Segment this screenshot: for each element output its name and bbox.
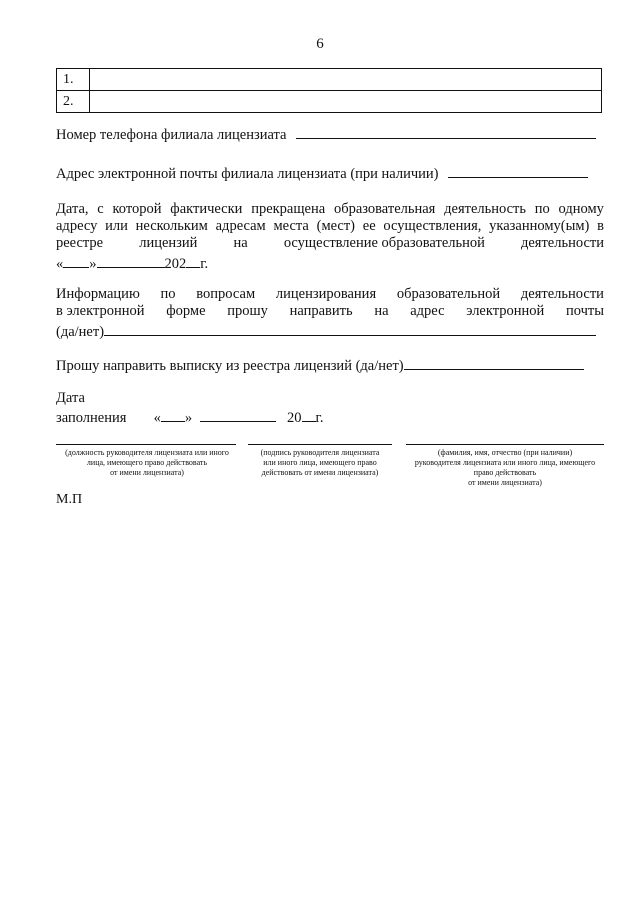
text-word: которой bbox=[112, 201, 162, 217]
text-word: по bbox=[534, 201, 550, 217]
fill-year-field[interactable] bbox=[302, 407, 316, 422]
termination-line-3 bbox=[56, 235, 604, 252]
text-word: нескольким bbox=[135, 218, 208, 234]
text-word: форме bbox=[166, 303, 206, 319]
text-word: деятельности bbox=[520, 286, 604, 302]
text-word: ее bbox=[362, 218, 376, 234]
text-word: Дата, bbox=[56, 201, 89, 217]
table-row bbox=[57, 91, 602, 113]
text-word: в bbox=[597, 218, 604, 234]
row-number: 2. bbox=[57, 91, 90, 113]
email-row bbox=[56, 163, 604, 183]
text-word: Информацию bbox=[56, 286, 140, 302]
extract-request-row bbox=[56, 355, 604, 375]
text-word: адресу bbox=[56, 218, 98, 234]
fill-date-label-2: заполнения bbox=[56, 410, 127, 426]
text-word: образовательная bbox=[333, 201, 436, 217]
fill-date-row bbox=[56, 407, 604, 427]
stamp-place-label: М.П bbox=[56, 492, 83, 507]
table-row bbox=[57, 69, 602, 91]
signature-line[interactable] bbox=[248, 444, 392, 445]
year-suffix: г. bbox=[200, 256, 209, 272]
text-word: в электронной bbox=[56, 303, 145, 319]
signature-caption: (подпись руководителя лицензиата или иного лица, имеющего право действовать от имени лицензиата) bbox=[260, 448, 380, 477]
row-number: 1. bbox=[57, 69, 90, 91]
extract-request-label: Прошу направить выписку из реестра лицензий (да/нет) bbox=[56, 358, 404, 374]
position-signature-line[interactable] bbox=[56, 444, 236, 445]
fill-month-field[interactable] bbox=[200, 407, 276, 422]
text-word: деятельности bbox=[520, 235, 604, 251]
termination-day-field[interactable] bbox=[63, 253, 89, 268]
termination-date-row bbox=[56, 253, 604, 273]
text-word: (мест) bbox=[316, 218, 356, 234]
text-word: реестре bbox=[56, 235, 104, 251]
email-field[interactable] bbox=[448, 163, 588, 178]
email-label: Адрес электронной почты филиала лицензиата (при наличии) bbox=[56, 166, 439, 182]
text-word: электронной bbox=[466, 303, 545, 319]
text-word: одному bbox=[558, 201, 604, 217]
text-word: образовательной bbox=[396, 286, 501, 302]
quote-close: » bbox=[184, 410, 193, 426]
branch-address-table bbox=[56, 68, 602, 113]
info-request-line-3 bbox=[56, 321, 604, 341]
text-word: по bbox=[160, 286, 176, 302]
text-word: на bbox=[374, 303, 389, 319]
year-prefix: 20 bbox=[287, 410, 302, 426]
termination-line-2 bbox=[56, 218, 604, 235]
info-request-line-1 bbox=[56, 286, 604, 303]
text-word: направить bbox=[289, 303, 353, 319]
termination-year-field[interactable] bbox=[186, 253, 200, 268]
termination-line-1 bbox=[56, 201, 604, 218]
text-word: фактически bbox=[170, 201, 243, 217]
info-request-field[interactable] bbox=[104, 321, 596, 336]
yes-no-label: (да/нет) bbox=[56, 324, 105, 340]
text-word: лицензий bbox=[139, 235, 198, 251]
position-caption: (должность руководителя лицензиата или иного лица, имеющего право действовать от имени лицензиата) bbox=[65, 448, 229, 477]
text-word: адресам bbox=[215, 218, 266, 234]
quote-open: « bbox=[56, 256, 64, 272]
text-word: прошу bbox=[227, 303, 268, 319]
text-word: почты bbox=[565, 303, 604, 319]
full-name-caption: (фамилия, имя, отчество (при наличии) руководителя лицензиата или иного лица, имеющего право действовать от имени лицензиата) bbox=[414, 448, 596, 487]
phone-row bbox=[56, 124, 604, 144]
text-word: указанному(ым) bbox=[489, 218, 590, 234]
extract-request-field[interactable] bbox=[404, 355, 584, 370]
row-value[interactable] bbox=[90, 91, 602, 113]
text-word: с bbox=[97, 201, 104, 217]
text-word: лицензирования bbox=[275, 286, 377, 302]
year-suffix: г. bbox=[315, 410, 324, 426]
row-value[interactable] bbox=[90, 69, 602, 91]
text-word: прекращена bbox=[251, 201, 326, 217]
text-word: на bbox=[233, 235, 248, 251]
page-number: 6 bbox=[316, 36, 324, 52]
full-name-line[interactable] bbox=[406, 444, 604, 445]
info-request-line-2 bbox=[56, 303, 604, 320]
year-prefix: 202 bbox=[164, 256, 187, 272]
fill-day-field[interactable] bbox=[161, 407, 185, 422]
text-word: места bbox=[273, 218, 309, 234]
phone-label: Номер телефона филиала лицензиата bbox=[56, 127, 287, 143]
text-word: или bbox=[105, 218, 128, 234]
termination-month-field[interactable] bbox=[97, 253, 165, 268]
text-word: адрес bbox=[410, 303, 445, 319]
text-word: вопросам bbox=[196, 286, 256, 302]
phone-field[interactable] bbox=[296, 124, 596, 139]
text-word: осуществления, bbox=[383, 218, 482, 234]
fill-date-label-1: Дата bbox=[56, 390, 85, 406]
text-word: деятельность bbox=[444, 201, 526, 217]
quote-close: » bbox=[89, 256, 97, 272]
quote-open: « bbox=[153, 410, 161, 426]
text-word: осуществление образовательной bbox=[283, 235, 485, 251]
